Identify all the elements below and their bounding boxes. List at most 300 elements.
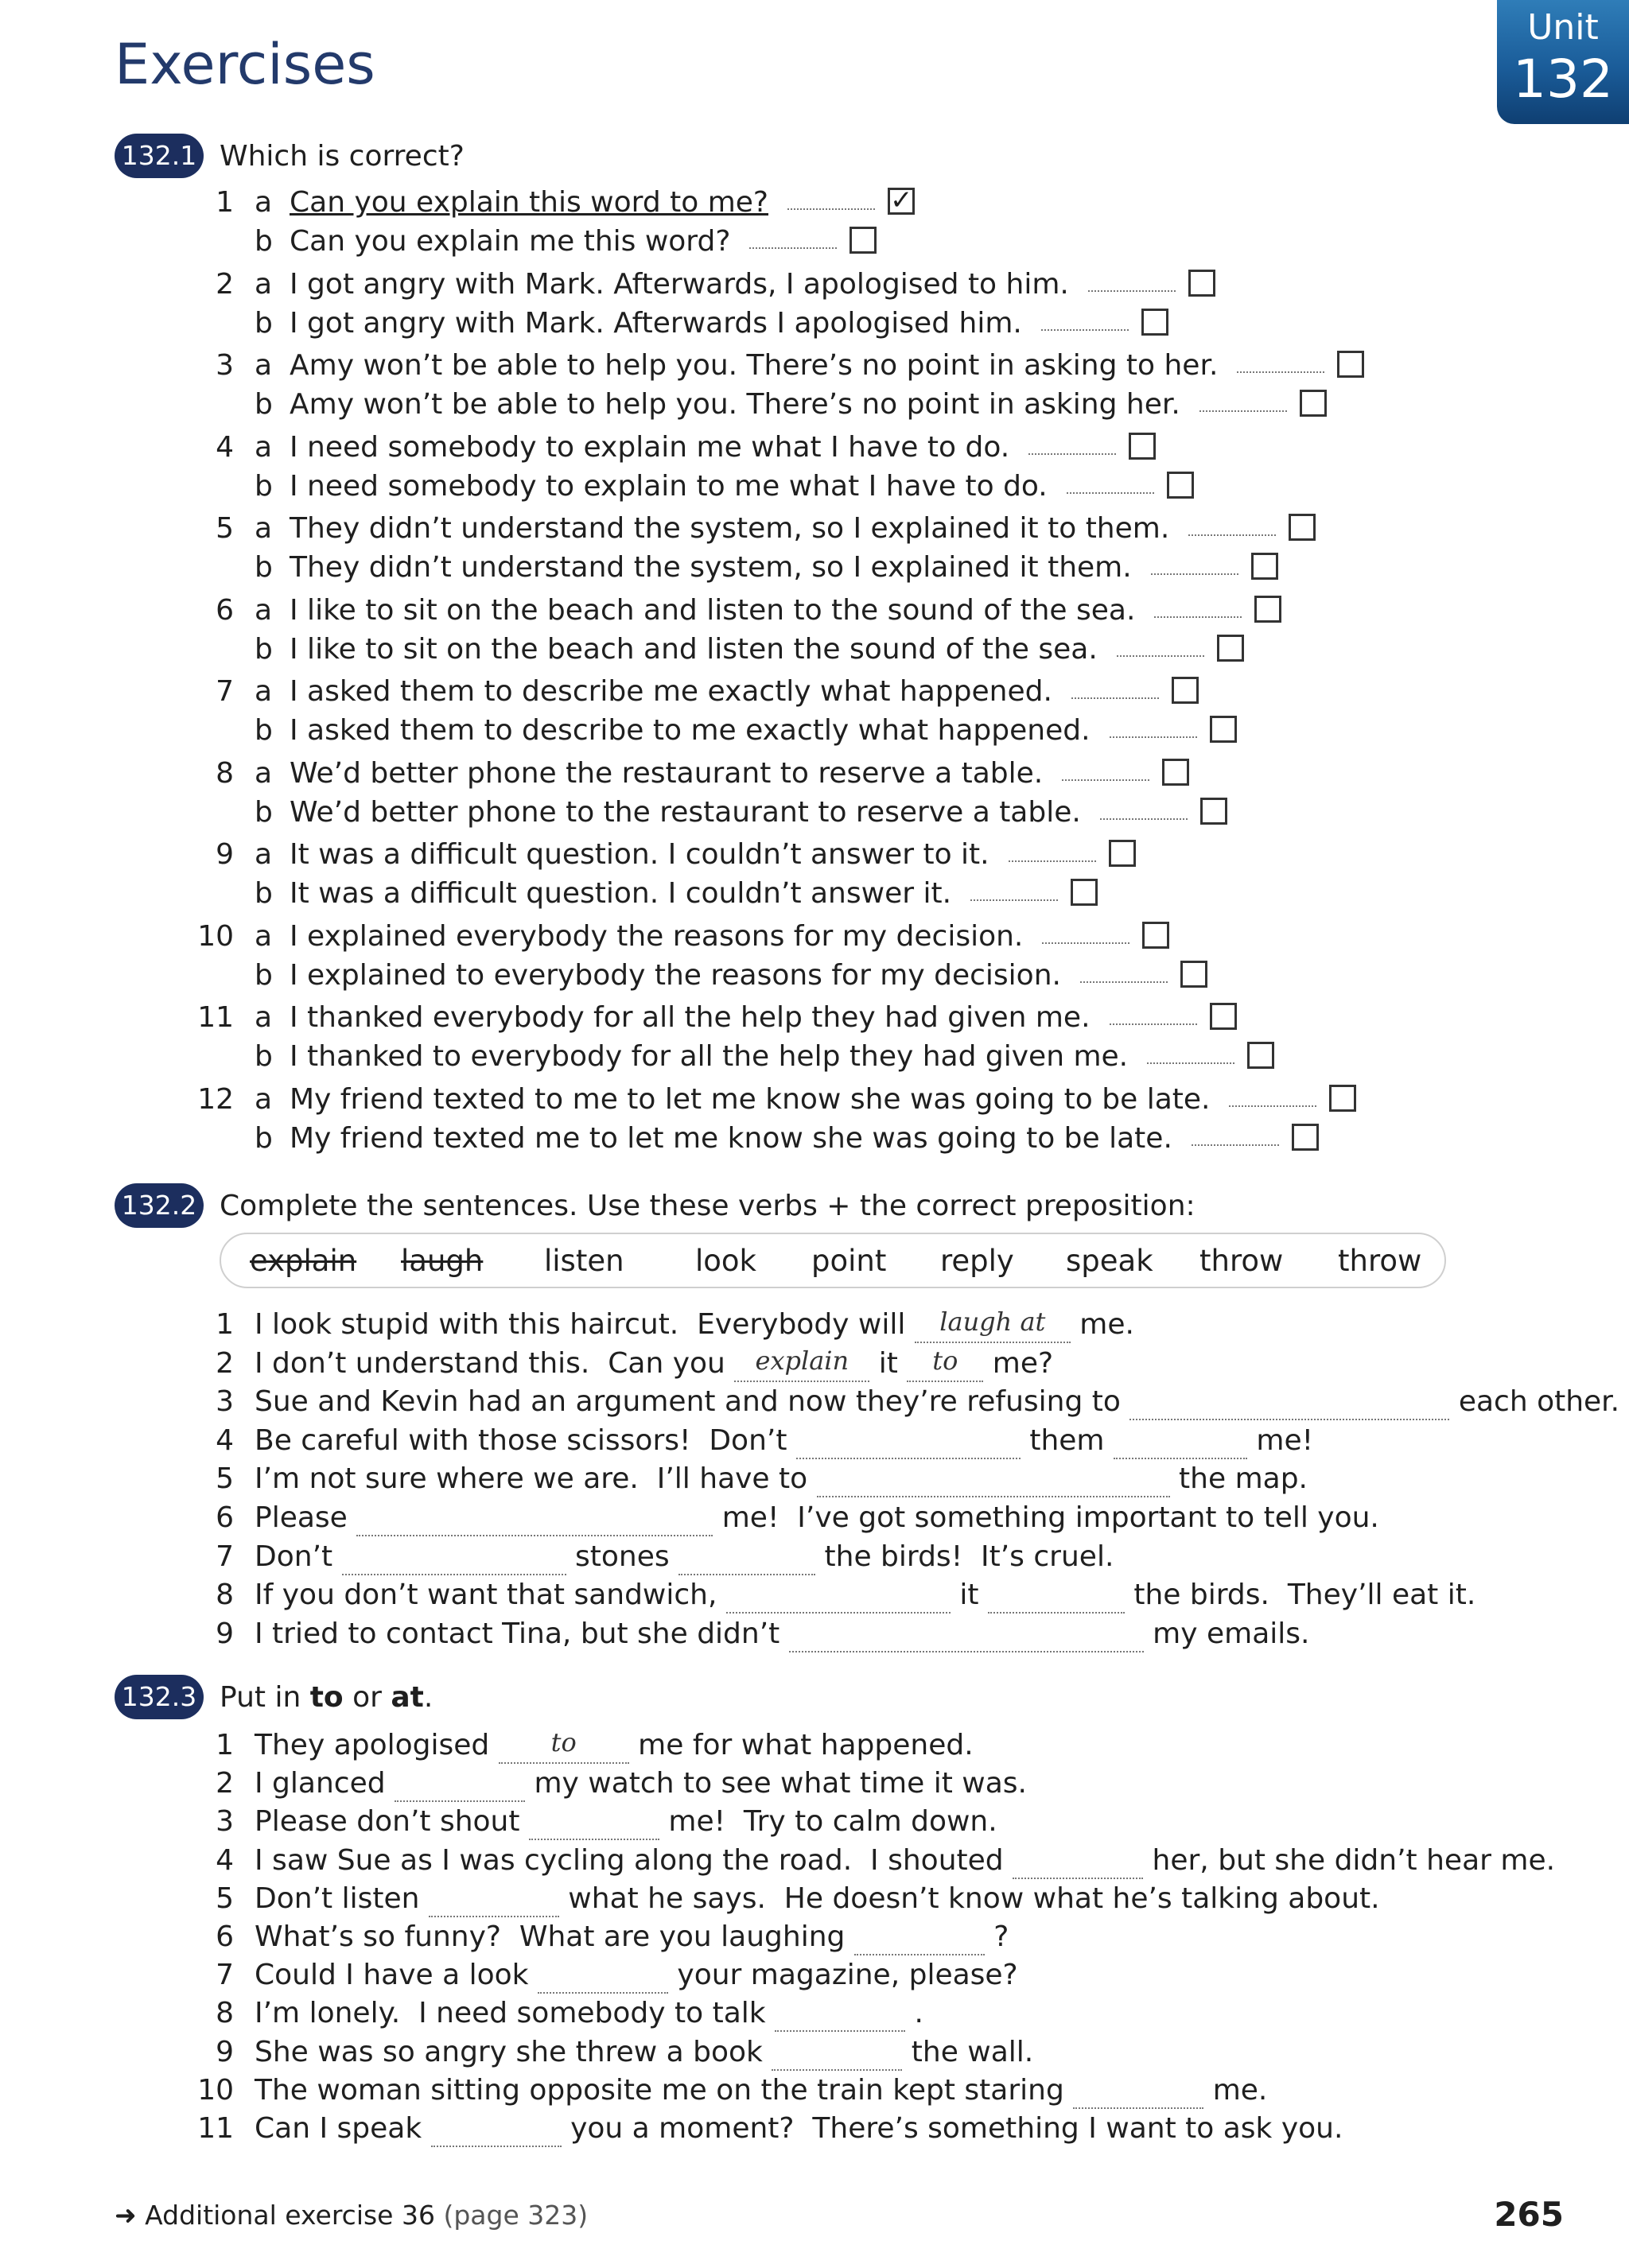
option-letter: a [255,838,273,871]
sentence-pre: They apologised [255,1729,499,1761]
option-letter: a [255,267,273,301]
option-text: I like to sit on the beach and listen the sound of the sea. [290,632,1098,666]
sentence-row [0,2034,1629,2071]
sentence-row [0,2111,1629,2147]
answer-checkbox[interactable] [1141,309,1168,336]
item-number: 8 [216,1997,234,2030]
option-text: I like to sit on the beach and listen to the sound of the sea. [290,593,1136,627]
blank-line [342,1539,566,1575]
leader-dots [1110,1023,1197,1025]
sentence-pre: I glanced [255,1767,395,1800]
answer-blank[interactable] [726,1577,951,1614]
sentence-text [255,1577,1475,1614]
item-number: 12 [197,1082,234,1116]
sentence-text [255,1423,1313,1459]
answer-blank[interactable] [775,1995,905,2032]
blank-line [1114,1423,1247,1459]
item-number: 3 [216,1805,234,1839]
answer-checkbox[interactable] [1210,1003,1237,1030]
answer-checkbox[interactable] [1210,716,1237,743]
item-number: 7 [216,675,234,708]
blank-line [772,2034,902,2071]
answer-blank[interactable] [356,1500,713,1536]
option-text: I explained everybody the reasons for my decision. [290,919,1024,953]
sentence-pre: I’m lonely. I need somebody to talk [255,1997,776,2030]
item-number: 1 [216,1729,234,1761]
option-text: They didn’t understand the system, so I explained it them. [290,551,1132,584]
handwritten-answer: laugh at [939,1307,1046,1337]
blank-line [817,1461,1170,1497]
sentence-post: the wall. [902,2035,1034,2068]
sentence-text [255,1727,974,1764]
option-letter: b [255,714,273,747]
sentence-fragment: my emails. [1143,1617,1310,1650]
answer-blank[interactable] [529,1804,659,1840]
blank-line [1013,1843,1143,1879]
item-number: 5 [216,512,234,545]
blank-line [1073,2072,1203,2109]
leader-dots [1199,410,1287,412]
leader-dots [1117,655,1204,657]
arrow-icon: ➜ [115,2200,137,2231]
leader-dots [1188,534,1276,536]
sentence-text [255,2034,1033,2071]
unit-number: 132 [1513,49,1613,110]
sentence-text [255,1461,1308,1497]
option-letter: b [255,632,273,666]
option-letter: b [255,1121,273,1155]
item-number: 4 [216,1423,234,1457]
handwritten-answer: to [932,1345,958,1376]
sentence-fragment: Please [255,1501,357,1534]
question-option [0,631,1629,668]
question-option [0,1120,1629,1157]
option-letter: a [255,919,273,953]
sentence-fragment: the birds. They’ll eat it. [1124,1579,1476,1612]
leader-dots [787,208,875,210]
exercise-instruction: Which is correct? [220,140,465,173]
question-option [0,592,1629,629]
option-text: My friend texted to me to let me know she was going to be late. [290,1082,1211,1116]
answer-blank[interactable] [538,1957,668,1994]
sentence-post: ? [984,1920,1009,1953]
page-title: Exercises [115,32,375,97]
sentence-row [0,1423,1629,1459]
option-letter: b [255,1040,273,1073]
sentence-text [255,2111,1343,2147]
blank-line [431,2111,562,2147]
sentence-text [255,1384,1619,1420]
question-option [0,957,1629,994]
option-text: I need somebody to explain to me what I have to do. [290,469,1048,503]
sentence-row [0,1881,1629,1917]
exercise-instruction: Complete the sentences. Use these verbs + the correct preposition: [220,1190,1196,1222]
leader-dots [1041,329,1129,331]
question-option [0,1082,1629,1118]
leader-dots [1151,573,1238,575]
sentence-text [255,1919,1009,1955]
question-option [0,550,1629,586]
verb-point: point [811,1244,887,1278]
option-letter: b [255,795,273,829]
sentence-text [255,1804,997,1840]
question-option [0,511,1629,547]
item-number: 8 [216,1579,234,1612]
sentence-text [255,1957,1018,1994]
question-option [0,674,1629,710]
item-number: 3 [216,1385,234,1419]
sentence-pre: Can I speak [255,2112,431,2145]
sentence-row [0,1843,1629,1879]
leader-dots [1071,697,1159,699]
option-text: We’d better phone the restaurant to reserve a table. [290,756,1044,790]
sentence-row [0,1616,1629,1652]
leader-dots [1154,616,1242,618]
answer-checkbox[interactable] [1071,879,1098,906]
blank-line [775,1995,905,2032]
option-text: It was a difficult question. I couldn’t answer it. [290,877,952,910]
option-text: Can you explain me this word? [290,225,731,258]
option-text: My friend texted me to let me know she was going to be late. [290,1121,1172,1155]
answer-blank[interactable] [429,1881,559,1917]
option-letter: a [255,1082,273,1116]
sentence-row [0,1461,1629,1497]
verb-speak: speak [1066,1244,1153,1278]
verb-reply: reply [940,1244,1014,1278]
sentence-fragment: me? [983,1346,1054,1380]
question-option [0,386,1629,423]
sentence-pre: Could I have a look [255,1959,538,1992]
sentence-fragment: Be careful with those scissors! Don’t [255,1423,796,1457]
leader-dots [1067,492,1154,494]
blank-line [988,1577,1125,1614]
answer-blank[interactable] [772,2034,902,2071]
option-letter: a [255,512,273,545]
sentence-text [255,1539,1114,1575]
answer-checkbox[interactable] [1251,553,1278,580]
answer-checkbox[interactable] [1329,1085,1356,1112]
sentence-row [0,1765,1629,1802]
sentence-fragment: it [950,1579,988,1612]
option-letter: b [255,225,273,258]
answer-checkbox[interactable] [1292,1124,1319,1151]
answer-checkbox[interactable] [1188,270,1215,297]
item-number: 10 [197,919,234,953]
answer-blank[interactable] [854,1919,985,1955]
answer-blank[interactable] [907,1346,983,1382]
sentence-post: my watch to see what time it was. [525,1767,1027,1800]
option-text: We’d better phone to the restaurant to reserve a table. [290,795,1081,829]
option-letter: b [255,877,273,910]
item-number: 7 [216,1959,234,1992]
sentence-row [0,1957,1629,1994]
blank-line [395,1765,525,1802]
leader-dots [1192,1144,1279,1146]
option-text: It was a difficult question. I couldn’t answer to it. [290,838,989,871]
answer-checkbox[interactable] [1217,635,1244,662]
exercise-badge: 132.3 [115,1675,204,1719]
handwritten-answer: explain [755,1345,849,1376]
answer-blank[interactable] [431,2111,562,2147]
sentence-post: me for what happened. [628,1729,974,1761]
verb-look: look [695,1244,756,1278]
option-letter: b [255,388,273,421]
exercise-badge: 132.2 [115,1183,204,1228]
footer-page-ref: (page 323) [443,2200,589,2231]
blank-line [796,1423,1021,1459]
blank-line [726,1577,951,1614]
footer-text: Additional exercise 36 [136,2200,444,2231]
option-text: They didn’t understand the system, so I explained it to them. [290,512,1170,545]
option-text: I got angry with Mark. Afterwards I apologised him. [290,306,1022,340]
leader-dots [1237,371,1324,373]
item-number: 9 [216,838,234,871]
leader-dots [1080,981,1168,983]
answer-blank[interactable] [678,1539,815,1575]
verb-throw: throw [1338,1244,1422,1278]
answer-blank[interactable] [1073,2072,1203,2109]
question-option [0,755,1629,792]
leader-dots [1042,942,1129,944]
answer-blank[interactable] [796,1423,1021,1459]
answer-blank[interactable] [988,1577,1125,1614]
sentence-fragment: I don’t understand this. Can you [255,1346,735,1380]
sentence-fragment: I tried to contact Tina, but she didn’t [255,1617,789,1650]
page-number: 265 [1494,2195,1564,2234]
leader-dots [1147,1062,1234,1064]
question-option [0,184,1629,221]
question-option [0,1039,1629,1075]
item-number: 11 [197,2112,234,2145]
sentence-post: your magazine, please? [667,1959,1018,1992]
sentence-pre: Don’t listen [255,1882,429,1915]
option-text: I thanked to everybody for all the help they had given me. [290,1040,1129,1073]
sentence-post: me! Try to calm down. [659,1805,997,1839]
answer-blank[interactable] [817,1461,1170,1497]
sentence-row [0,1539,1629,1575]
sentence-fragment: me! [1246,1423,1314,1457]
option-letter: a [255,430,273,464]
sentence-row [0,1727,1629,1764]
item-number: 6 [216,1501,234,1534]
answer-checkbox[interactable] [1200,798,1227,825]
answer-checkbox[interactable] [1289,514,1316,541]
answer-blank[interactable] [499,1727,629,1764]
verb-box [220,1233,1446,1288]
question-option [0,223,1629,260]
question-option [0,348,1629,384]
answer-checkbox[interactable] [1337,351,1364,378]
option-letter: b [255,551,273,584]
item-number: 4 [216,430,234,464]
sentence-row [0,1919,1629,1955]
sentence-text [255,1616,1309,1652]
answer-checkbox[interactable] [1142,922,1169,949]
sentence-text [255,1843,1555,1879]
sentence-row [0,1384,1629,1420]
sentence-fragment: I look stupid with this haircut. Everybody will [255,1308,915,1341]
answer-checkbox[interactable] [1162,759,1189,786]
option-letter: a [255,349,273,382]
leader-dots [1062,779,1149,781]
option-text: I asked them to describe me exactly what happened. [290,675,1052,708]
footer-reference[interactable] [115,2200,588,2231]
leader-dots [1028,453,1116,455]
question-option [0,918,1629,955]
option-text: I explained to everybody the reasons for my decision. [290,958,1061,992]
item-number: 9 [216,2035,234,2068]
answer-blank[interactable] [1013,1843,1143,1879]
sentence-pre: The woman sitting opposite me on the train kept staring [255,2073,1074,2107]
item-number: 1 [216,186,234,219]
item-number: 2 [216,1346,234,1380]
answer-checkbox[interactable] [1167,472,1194,499]
sentence-pre: Please don’t shout [255,1805,529,1839]
sentence-text [255,1500,1379,1536]
exercise-instruction: Put in to or at. [220,1681,433,1714]
question-option [0,266,1629,303]
answer-blank[interactable] [734,1346,869,1382]
verb-laugh: laugh [401,1244,484,1278]
answer-blank[interactable] [395,1765,525,1802]
leader-dots [1100,818,1188,820]
sentence-text [255,1765,1027,1802]
sentence-fragment: If you don’t want that sandwich, [255,1579,726,1612]
leader-dots [1229,1105,1316,1107]
answer-blank[interactable] [1114,1423,1247,1459]
item-number: 11 [197,1001,234,1034]
sentence-post: her, but she didn’t hear me. [1143,1843,1556,1877]
sentence-post: what he says. He doesn’t know what he’s talking about. [558,1882,1380,1915]
option-text: I thanked everybody for all the help they had given me. [290,1001,1091,1034]
answer-checkbox[interactable] [1109,840,1136,867]
question-option [0,837,1629,873]
leader-dots [1088,290,1176,292]
option-text: Can you explain this word to me? [290,186,769,219]
item-number: 7 [216,1540,234,1573]
item-number: 4 [216,1843,234,1877]
unit-label: Unit [1527,7,1599,48]
answer-checkbox[interactable] [1172,677,1199,704]
sentence-fragment: Sue and Kevin had an argument and now they’re refusing to [255,1385,1130,1419]
option-letter: b [255,958,273,992]
blank-line [678,1539,815,1575]
sentence-text [255,1346,1053,1382]
option-letter: a [255,186,273,219]
unit-tab [1497,0,1629,124]
blank-line [1129,1384,1449,1420]
answer-checkbox[interactable] [1129,433,1156,460]
sentence-fragment: I’m not sure where we are. I’ll have to [255,1462,817,1496]
sentence-row [0,1307,1629,1343]
question-option [0,794,1629,831]
sentence-fragment: it [869,1346,908,1380]
sentence-fragment: Don’t [255,1540,342,1573]
item-number: 9 [216,1617,234,1650]
blank-line [356,1500,713,1536]
sentence-row [0,1346,1629,1382]
sentence-fragment: me. [1070,1308,1134,1341]
item-number: 6 [216,1920,234,1953]
answer-blank[interactable] [1129,1384,1449,1420]
answer-checkbox[interactable] [849,227,877,254]
option-letter: b [255,469,273,503]
answer-checkbox[interactable] [1180,961,1207,988]
sentence-post: you a moment? There’s something I want to ask you. [561,2112,1343,2145]
sentence-fragment: me! I’ve got something important to tell you. [713,1501,1379,1534]
leader-dots [970,899,1058,901]
item-number: 1 [216,1308,234,1341]
option-text: I asked them to describe to me exactly what happened. [290,714,1091,747]
leader-dots [1110,736,1197,738]
leader-dots [1009,860,1096,862]
verb-throw: throw [1199,1244,1284,1278]
question-option [0,305,1629,342]
blank-line [789,1616,1144,1652]
sentence-pre: She was so angry she threw a book [255,2035,772,2068]
question-option [0,429,1629,466]
option-letter: a [255,593,273,627]
sentence-text [255,2072,1267,2109]
blank-line [429,1881,559,1917]
answer-checkbox[interactable] [1254,596,1281,623]
item-number: 2 [216,1767,234,1800]
sentence-row [0,2072,1629,2109]
sentence-row [0,1500,1629,1536]
answer-checkbox[interactable] [1300,390,1327,417]
handwritten-answer: to [550,1727,577,1757]
exercise-badge: 132.1 [115,134,204,178]
sentence-text [255,1995,923,2032]
option-text: I got angry with Mark. Afterwards, I apologised to him. [290,267,1069,301]
sentence-text [255,1881,1380,1917]
item-number: 2 [216,267,234,301]
item-number: 5 [216,1882,234,1915]
verb-listen: listen [544,1244,624,1278]
answer-blank[interactable] [342,1539,566,1575]
question-option [0,1000,1629,1036]
option-letter: b [255,306,273,340]
sentence-pre: I saw Sue as I was cycling along the road. I shouted [255,1843,1013,1877]
option-text: Amy won’t be able to help you. There’s no point in asking to her. [290,349,1219,382]
question-option [0,876,1629,912]
leader-dots [749,247,837,249]
option-text: I need somebody to explain me what I have to do. [290,430,1010,464]
answer-checkbox[interactable] [1247,1042,1274,1069]
answer-blank[interactable] [915,1307,1071,1343]
item-number: 3 [216,349,234,382]
question-option [0,713,1629,749]
answer-blank[interactable] [789,1616,1144,1652]
question-option [0,468,1629,505]
option-letter: a [255,756,273,790]
sentence-fragment: each other. [1449,1385,1620,1419]
sentence-fragment: the birds! It’s cruel. [815,1540,1114,1573]
sentence-fragment: them [1020,1423,1114,1457]
sentence-fragment: stones [566,1540,679,1573]
blank-line [529,1804,659,1840]
verb-explain: explain [250,1244,357,1278]
sentence-row [0,1804,1629,1840]
sentence-row [0,1995,1629,2032]
item-number: 6 [216,593,234,627]
sentence-fragment: the map. [1169,1462,1308,1496]
sentence-text [255,1307,1134,1343]
item-number: 5 [216,1462,234,1496]
blank-line [854,1919,985,1955]
sentence-row [0,1577,1629,1614]
answer-checkbox[interactable]: ✓ [888,188,915,215]
